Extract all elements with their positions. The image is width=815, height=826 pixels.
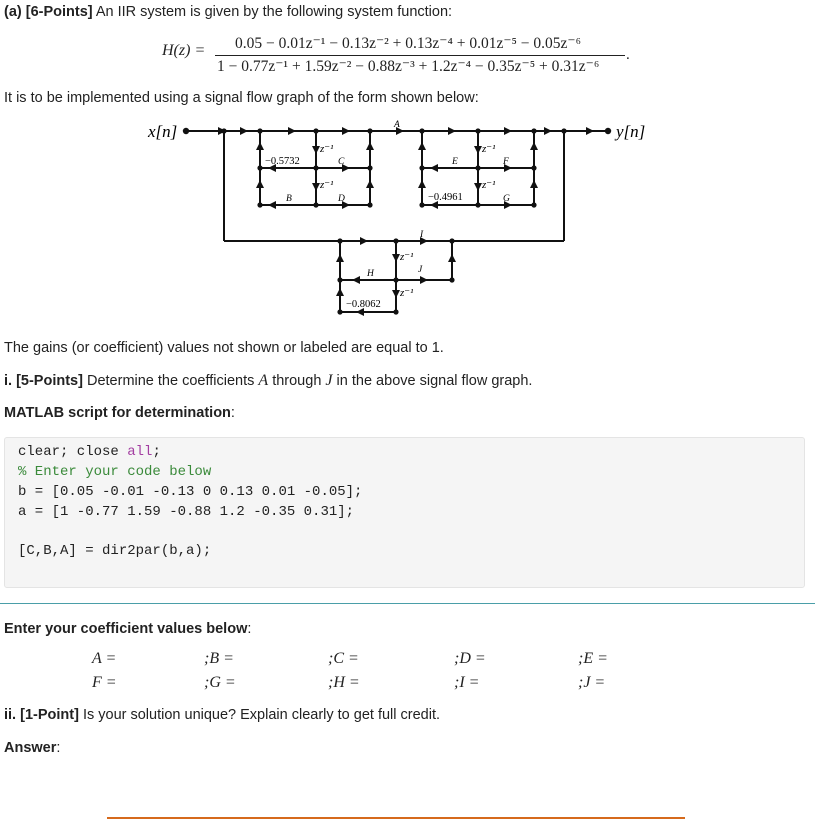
code-keyword-all: all: [127, 444, 153, 460]
matlab-heading-colon: :: [230, 405, 235, 421]
part-ii-text: Is your solution unique? Explain clearly to get full credit.: [78, 707, 441, 723]
part-ii-label: ii. [1-Point]: [4, 707, 79, 723]
answer-label-text: Answer: [4, 740, 57, 756]
code-line-5: [C,B,A] = dir2par(b,a);: [18, 543, 212, 559]
answer-label: [4, 740, 60, 756]
part-a-heading: [4, 4, 452, 20]
code-line-2-comment: % Enter your code below: [18, 464, 212, 480]
code-line-3: b = [0.05 -0.01 -0.13 0 0.13 0.01 -0.05];: [18, 484, 363, 500]
part-i-text-after: in the above signal flow graph.: [332, 373, 533, 389]
sfg-label-i: I: [420, 230, 424, 240]
sfg-label-j: J: [418, 265, 423, 275]
part-i-var-j: J: [325, 372, 333, 389]
code-line-4: a = [1 -0.77 1.59 -0.88 1.2 -0.35 0.31];: [18, 504, 355, 520]
sfg-label-e: E: [452, 157, 458, 167]
coef-j[interactable]: ;J =: [578, 674, 606, 691]
coef-c[interactable]: ;C =: [328, 650, 359, 667]
part-i-heading: [4, 372, 532, 390]
coef-g[interactable]: ;G =: [204, 674, 236, 691]
enter-heading: [4, 621, 251, 637]
sfg-delay-2: z⁻¹: [320, 179, 334, 191]
sfg-label-g: G: [503, 194, 510, 204]
part-i-through: through: [268, 373, 326, 389]
matlab-heading: [4, 405, 235, 421]
part-i-var-a: A: [258, 372, 269, 389]
coef-i[interactable]: ;I =: [454, 674, 480, 691]
tf-numerator: 0.05 − 0.01z⁻¹ − 0.13z⁻² + 0.13z⁻⁴ + 0.01z⁻⁵ − 0.05z⁻⁶: [235, 35, 582, 52]
part-ii-heading: [4, 707, 440, 723]
sfg-input-label: x[n]: [148, 122, 178, 141]
coef-d[interactable]: ;D =: [454, 650, 486, 667]
coef-a[interactable]: A =: [92, 650, 117, 667]
coef-e[interactable]: ;E =: [578, 650, 608, 667]
code-line-1: [18, 444, 161, 460]
gains-note: The gains (or coefficient) values not shown or labeled are equal to 1.: [4, 340, 444, 356]
code-line-1-end: ;: [152, 444, 161, 460]
sfg-output-label: y[n]: [616, 122, 646, 141]
sfg-gain-1: −0.5732: [265, 156, 300, 167]
sfg-gain-3: −0.8062: [346, 299, 381, 310]
tf-denominator: 1 − 0.77z⁻¹ + 1.59z⁻² − 0.88z⁻³ + 1.2z⁻⁴ − 0.35z⁻⁵ + 0.31z⁻⁶: [217, 58, 600, 75]
sfg-delay-4: z⁻¹: [482, 179, 496, 191]
answer-label-colon: :: [56, 740, 61, 756]
part-a-label: (a) [6-Points]: [4, 4, 93, 20]
tf-period: .: [626, 47, 630, 63]
enter-heading-colon: :: [247, 621, 252, 637]
sfg-label-b: B: [286, 194, 292, 204]
sfg-label-c: C: [338, 157, 345, 167]
sfg-label-f: F: [503, 157, 509, 167]
code-line-1-text: clear; close: [18, 444, 128, 460]
sfg-label-a: A: [394, 120, 400, 130]
matlab-heading-text: MATLAB script for determination: [4, 405, 231, 421]
coef-h[interactable]: ;H =: [328, 674, 360, 691]
sfg-label-h: H: [367, 269, 374, 279]
enter-heading-text: Enter your coefficient values below: [4, 621, 248, 637]
sfg-delay-6: z⁻¹: [400, 287, 414, 299]
signal-flow-graph: [0, 110, 815, 325]
sfg-delay-1: z⁻¹: [320, 143, 334, 155]
coef-f[interactable]: F =: [92, 674, 117, 691]
part-a-text: An IIR system is given by the following system function:: [92, 4, 453, 20]
part-i-text-before: Determine the coefficients: [82, 373, 259, 389]
coef-b[interactable]: ;B =: [204, 650, 234, 667]
part-i-label: i. [5-Points]: [4, 373, 83, 389]
tf-fraction-bar: [215, 55, 625, 56]
sfg-label-d: D: [338, 194, 345, 204]
sfg-delay-3: z⁻¹: [482, 143, 496, 155]
answer-input-line[interactable]: [107, 817, 685, 819]
sfg-delay-5: z⁻¹: [400, 251, 414, 263]
section-divider: [0, 603, 815, 604]
sfg-gain-2: −0.4961: [428, 192, 463, 203]
implement-text: It is to be implemented using a signal flow graph of the form shown below:: [4, 90, 479, 106]
tf-lhs: H(z) =: [162, 42, 206, 59]
